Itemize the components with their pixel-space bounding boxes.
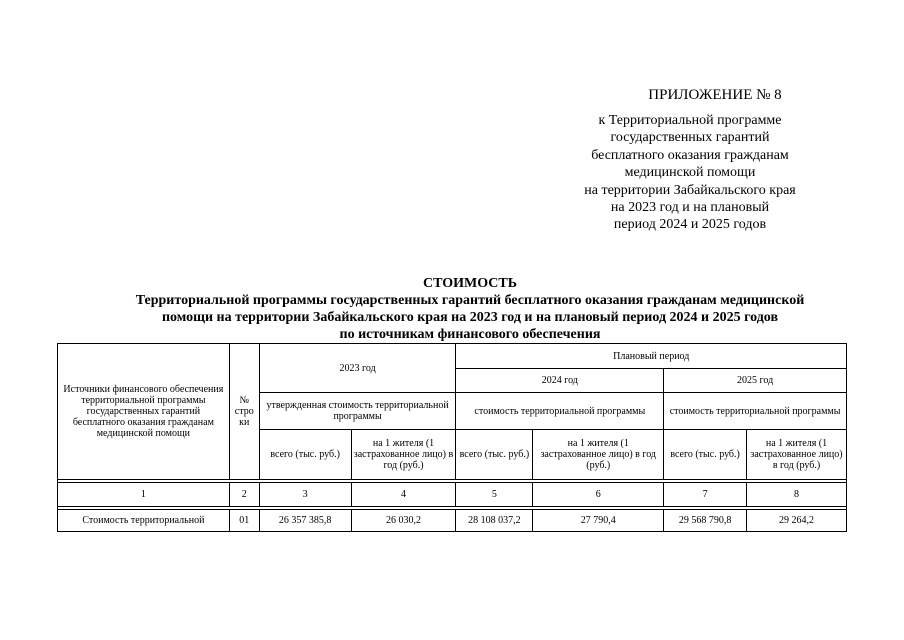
value-2024-total: 28 108 037,2 bbox=[456, 510, 533, 532]
header-approved-cost: утвержденная стоимость территориальной программы bbox=[259, 393, 456, 430]
document-subtitle-line: помощи на территории Забайкальского края на 2023 год и на плановый период 2024 и 2025 годов bbox=[161, 310, 779, 325]
column-number: 6 bbox=[533, 483, 664, 507]
column-number: 5 bbox=[456, 483, 533, 507]
value-2023-total: 26 357 385,8 bbox=[259, 510, 351, 532]
column-number: 4 bbox=[351, 483, 456, 507]
header-total: всего (тыс. руб.) bbox=[259, 430, 351, 480]
header-sources: Источники финансового обеспечения территориальной программы государственных гарантий бесплатного оказания гражданам медицинской помощи bbox=[58, 344, 230, 480]
header-year-2024: 2024 год bbox=[456, 369, 664, 393]
header-cost-2025: стоимость территориальной программы bbox=[664, 393, 847, 430]
value-2024-per-resident: 27 790,4 bbox=[533, 510, 664, 532]
header-row-number: № стро ки bbox=[229, 344, 259, 480]
header-total: всего (тыс. руб.) bbox=[664, 430, 747, 480]
appendix-line: медицинской помощи bbox=[624, 165, 756, 181]
appendix-heading: ПРИЛОЖЕНИЕ № 8 bbox=[648, 87, 782, 103]
appendix-line: период 2024 и 2025 годов bbox=[613, 217, 767, 233]
column-number: 3 bbox=[259, 483, 351, 507]
header-year-2023: 2023 год bbox=[259, 344, 456, 393]
column-number: 7 bbox=[664, 483, 747, 507]
header-per-resident: на 1 жителя (1 застрахованное лицо) в год (руб.) bbox=[351, 430, 456, 480]
document-title: СТОИМОСТЬ bbox=[422, 276, 518, 291]
value-2025-per-resident: 29 264,2 bbox=[747, 510, 847, 532]
row-source-name: Стоимость территориальной bbox=[58, 510, 230, 532]
column-number: 2 bbox=[229, 483, 259, 507]
document-subtitle-line: Территориальной программы государственных гарантий бесплатного оказания гражданам медицинской bbox=[135, 293, 805, 308]
table-row bbox=[58, 510, 847, 532]
value-2025-total: 29 568 790,8 bbox=[664, 510, 747, 532]
appendix-line: на территории Забайкальского края bbox=[584, 182, 796, 198]
appendix-line: на 2023 год и на плановый bbox=[610, 200, 770, 216]
appendix-line: государственных гарантий bbox=[610, 130, 770, 146]
header-cost-2024: стоимость территориальной программы bbox=[456, 393, 664, 430]
header-per-resident: на 1 жителя (1 застрахованное лицо) в год (руб.) bbox=[747, 430, 847, 480]
row-number: 01 bbox=[229, 510, 259, 532]
header-total: всего (тыс. руб.) bbox=[456, 430, 533, 480]
document-subtitle-line: по источникам финансового обеспечения bbox=[339, 327, 601, 342]
appendix-line: бесплатного оказания гражданам bbox=[591, 147, 789, 163]
appendix-line: к Территориальной программе bbox=[598, 113, 782, 128]
column-number-row bbox=[58, 483, 847, 507]
header-planned-period: Плановый период bbox=[456, 344, 847, 369]
cost-table bbox=[57, 343, 847, 532]
value-2023-per-resident: 26 030,2 bbox=[351, 510, 456, 532]
appendix-block bbox=[540, 86, 840, 234]
column-number: 1 bbox=[58, 483, 230, 507]
header-year-2025: 2025 год bbox=[664, 369, 847, 393]
column-number: 8 bbox=[747, 483, 847, 507]
header-per-resident: на 1 жителя (1 застрахованное лицо) в год (руб.) bbox=[533, 430, 664, 480]
